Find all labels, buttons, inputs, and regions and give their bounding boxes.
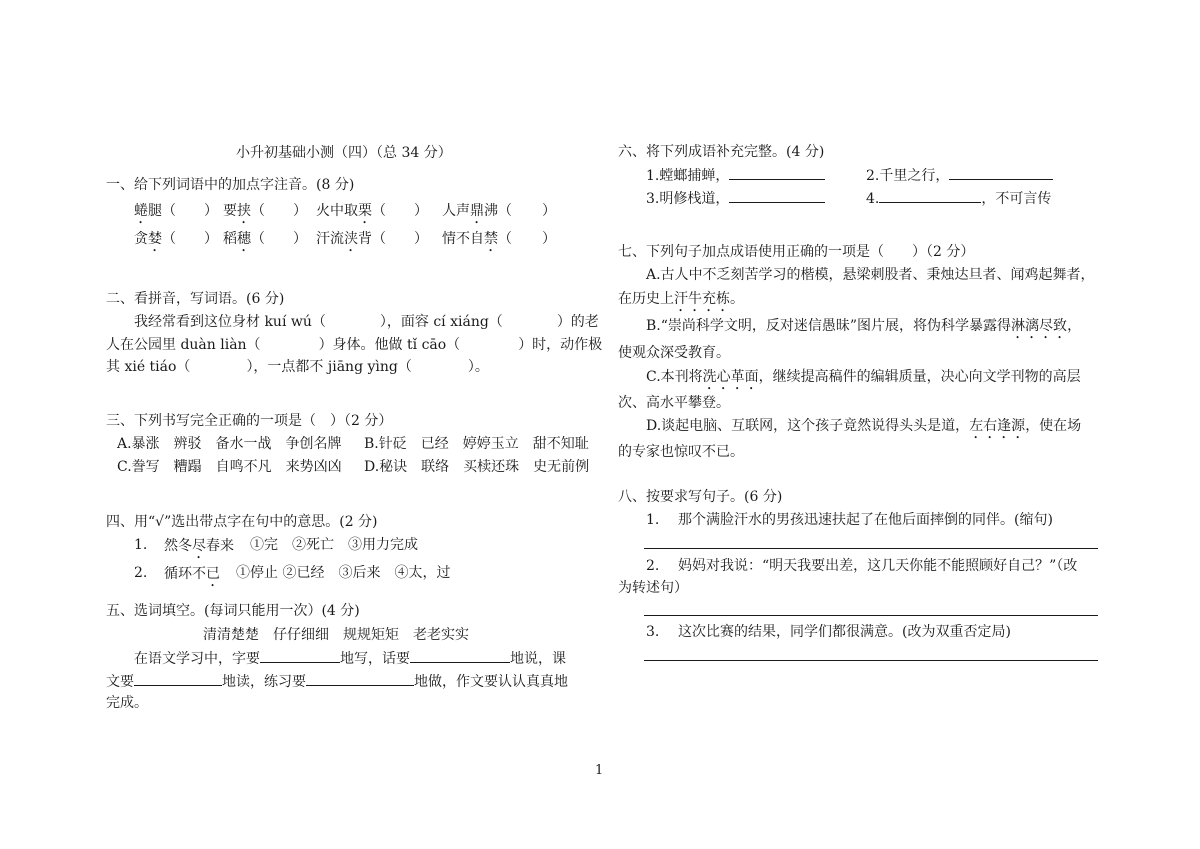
- s6-item-3: 3.明修栈道，: [646, 190, 825, 206]
- s6-blank-3[interactable]: [729, 190, 825, 203]
- s3-option-b: B.针砭 已经 婷婷玉立 甜不知耻: [364, 436, 589, 452]
- s8-item-2-num: 2.: [646, 558, 660, 574]
- s3-option-a: A.暴涨 辨驳 备水一战 争创名牌: [117, 436, 342, 452]
- s8-item-3-num: 3.: [646, 624, 660, 640]
- section-2-heading: 二、看拼音，写词语。(6 分): [106, 291, 285, 307]
- s7-option-d-line-2: 的专家也惊叹不已。: [618, 444, 744, 460]
- s6-item-1: 1.螳螂捕蝉，: [646, 167, 825, 183]
- s8-item-1-num: 1.: [646, 512, 660, 528]
- section-5-heading: 五、选词填空。(每词只能用一次）(4 分): [106, 603, 360, 619]
- s8-item-1-text: 那个满脸汗水的男孩迅速扶起了在他后面摔倒的同伴。(缩句): [678, 512, 1053, 528]
- s5-line-3: 完成。: [106, 695, 148, 711]
- s1-item-2-4: 情不自禁（ ）: [442, 231, 556, 247]
- s7-option-b-line-2: 使观众深受教育。: [618, 345, 730, 361]
- page-title: 小升初基础小测（四）（总 34 分）: [236, 145, 452, 161]
- s7-option-a-line-2: 在历史上汗牛充栋。: [618, 291, 744, 307]
- s6-blank-1[interactable]: [729, 167, 825, 180]
- s1-item-1-4: 人声鼎沸（ ）: [442, 203, 556, 219]
- section-4-heading: 四、用“√”选出带点字在句中的意思。(2 分): [106, 514, 378, 530]
- s4-item-1-options: ①完 ②死亡 ③用力完成: [250, 537, 418, 553]
- s8-answer-line-2[interactable]: [644, 615, 1098, 616]
- s2-line-3: 其 xié tiáo（ ），一点都不 jiāng yìng（ ）。: [106, 359, 489, 375]
- s5-blank-3[interactable]: [134, 673, 222, 686]
- s4-item-2-options: ①停止 ②已经 ③后来 ④太，过: [236, 565, 451, 581]
- s3-option-c: C.誊写 糟蹋 自鸣不凡 来势凶凶: [117, 459, 342, 475]
- s5-line-2: 文要 地读，练习要 地做，作文要认认真真地: [106, 674, 568, 690]
- s4-item-1-sentence: 然冬尽春来: [164, 538, 234, 554]
- s4-item-2-num: 2.: [134, 565, 148, 581]
- section-7-heading: 七、下列句子加点成语使用正确的一项是（ ）（2 分）: [618, 244, 975, 260]
- s8-answer-line-3[interactable]: [644, 660, 1098, 661]
- s5-blank-2[interactable]: [410, 650, 510, 663]
- s1-item-2-2: 稻穗（ ）: [223, 231, 307, 247]
- page-number: 1: [595, 763, 604, 778]
- s7-option-a-line-1: A.古人中不乏刻苦学习的楷模，悬梁刺股者、秉烛达旦者、闻鸡起舞者，: [646, 267, 1095, 283]
- s8-answer-line-1[interactable]: [644, 548, 1098, 549]
- s6-item-2: 2.千里之行，: [866, 167, 1053, 183]
- s2-line-1: 我经常看到这位身材 kuí wú（ ），面容 cí xiáng（ ）的老: [134, 314, 599, 330]
- s4-item-2-sentence: 循环不已: [164, 566, 220, 582]
- s7-option-d-line-1: D.谈起电脑、互联网，这个孩子竟然说得头头是道，左右逢源，使在场: [646, 418, 1082, 434]
- s1-item-1-2: 要挟（ ）: [223, 203, 307, 219]
- section-8-heading: 八、按要求写句子。(6 分): [618, 489, 783, 505]
- section-6-heading: 六、将下列成语补充完整。(4 分): [618, 144, 825, 160]
- s1-item-1-1: 蜷腿（ ）: [134, 203, 218, 219]
- s8-item-2-text: 妈妈对我说：“明天我要出差，这几天你能不能照顾好自己？”（改: [678, 558, 1078, 574]
- s6-blank-2[interactable]: [949, 167, 1053, 180]
- s3-option-d: D.秘诀 联络 买椟还珠 史无前例: [364, 459, 590, 475]
- s5-blank-1[interactable]: [260, 650, 340, 663]
- s7-option-b-line-1: B.“崇尚科学文明，反对迷信愚昧”图片展，将伪科学暴露得淋漓尽致，: [646, 318, 1082, 334]
- s6-blank-4[interactable]: [879, 190, 981, 203]
- s8-item-3-text: 这次比赛的结果，同学们都很满意。(改为双重否定局): [678, 624, 1011, 640]
- s6-item-4: 4. ，不可言传: [866, 191, 1052, 207]
- s7-option-c-line-2: 次、高水平攀登。: [618, 395, 730, 411]
- s1-item-2-1: 贪婪（ ）: [134, 231, 218, 247]
- s5-word-bank: 清清楚楚 仔仔细细 规规矩矩 老老实实: [203, 627, 469, 643]
- s7-option-c-line-1: C.本刊将洗心革面，继续提高稿件的编辑质量，决心向文学刊物的高层: [646, 369, 1081, 385]
- section-3-heading: 三、下列书写完全正确的一项是（ ）（2 分）: [106, 413, 393, 429]
- s8-item-2-continuation: 为转述句）: [618, 580, 688, 596]
- s1-item-1-3: 火中取栗（ ）: [316, 203, 428, 219]
- section-1-heading: 一、给下列词语中的加点字注音。(8 分): [106, 177, 355, 193]
- s4-item-1-num: 1.: [134, 537, 148, 553]
- s1-item-2-3: 汗流浃背（ ）: [316, 231, 428, 247]
- s5-blank-4[interactable]: [306, 673, 414, 686]
- s5-line-1: 在语文学习中，字要 地写，话要 地说，课: [134, 651, 566, 667]
- s2-line-2: 人在公园里 duàn liàn（ ）身体。他做 tǐ cāo（ ）时，动作极: [106, 337, 603, 353]
